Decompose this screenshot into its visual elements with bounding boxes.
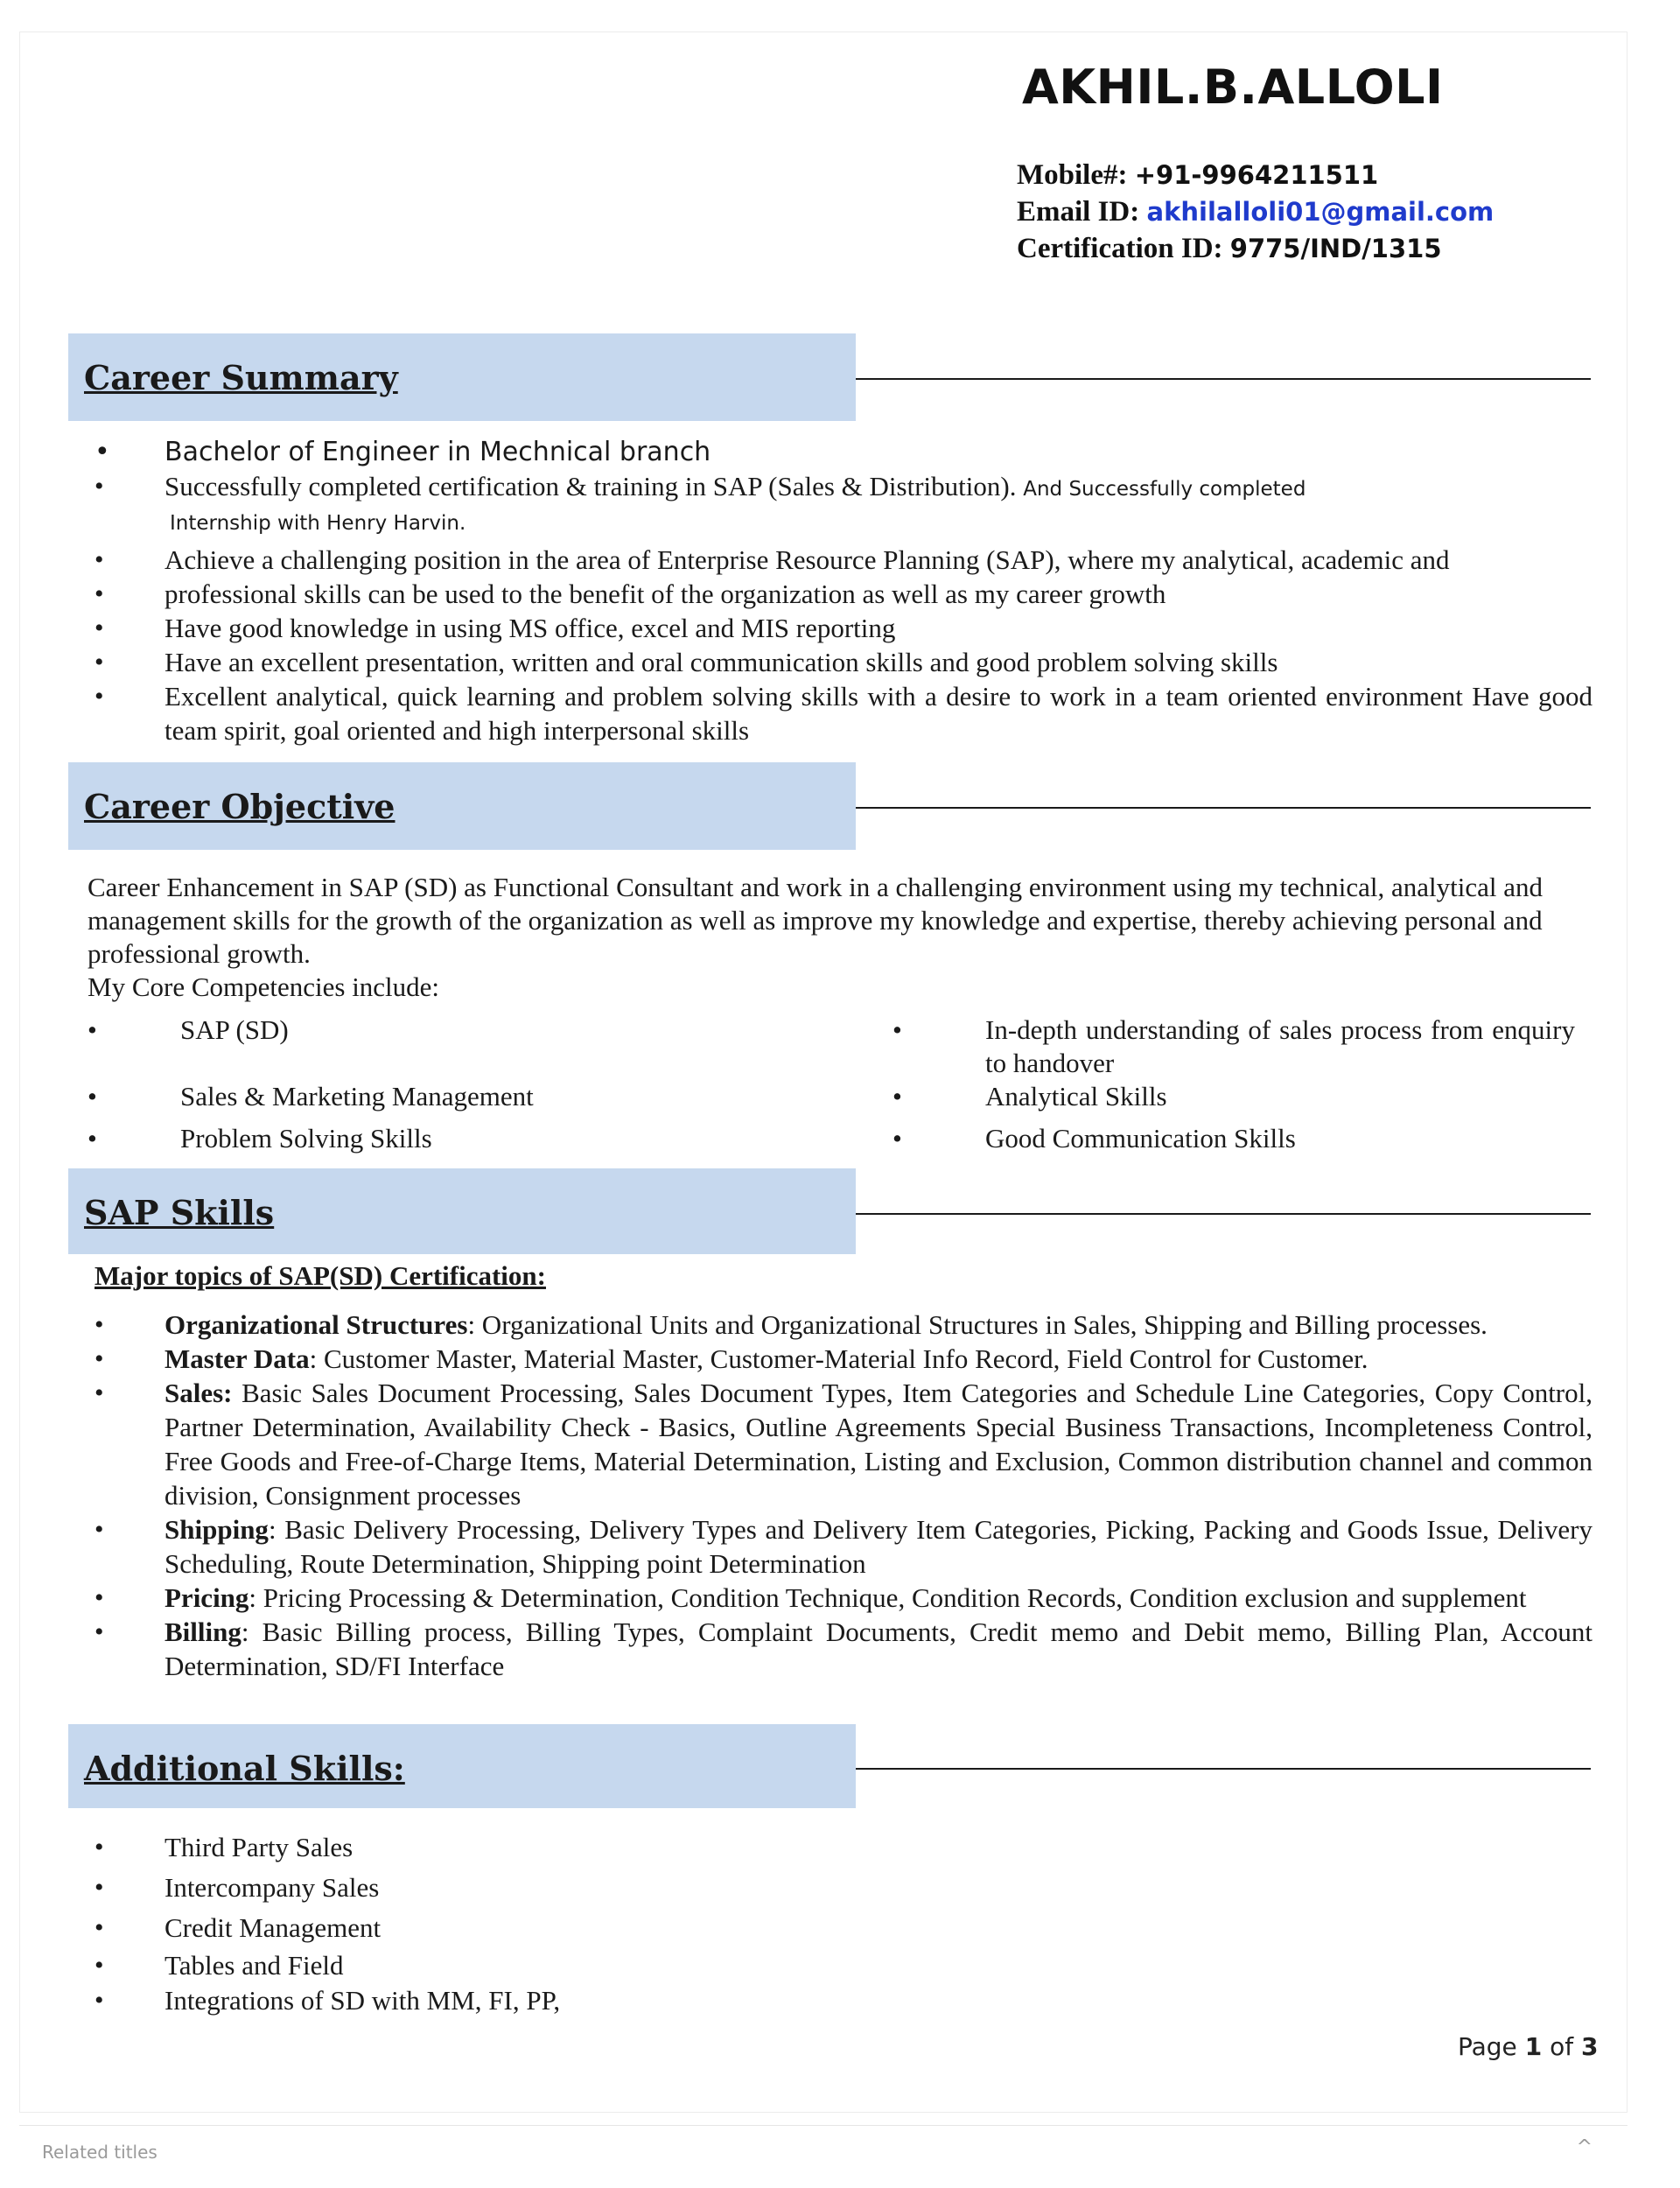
list-item: • Good Communication Skills bbox=[892, 1123, 1296, 1154]
list-item: • In-depth understanding of sales process from enquiry to handover bbox=[892, 1014, 1575, 1078]
core-competencies-intro: My Core Competencies include: bbox=[88, 971, 440, 1002]
list-item: • Third Party Sales bbox=[94, 1832, 354, 1862]
list-item: • Achieve a challenging position in the area of Enterprise Resource Planning (SAP), where my analytical, academic and bbox=[94, 544, 1450, 575]
list-item: • Sales & Marketing Management bbox=[88, 1081, 534, 1112]
list-item: • Have an excellent presentation, written and oral communication skills and good problem solving skills bbox=[94, 647, 1278, 677]
certification-line: Certification ID: 9775/IND/1315 bbox=[1017, 233, 1442, 264]
section-sap-skills bbox=[68, 1168, 856, 1254]
list-item: • Problem Solving Skills bbox=[88, 1123, 432, 1154]
list-item: • Master Data: Customer Master, Material Master, Customer-Material Info Record, Field Control for Customer. bbox=[94, 1343, 1368, 1374]
page-number: Page 1 of 3 bbox=[1458, 2032, 1599, 2061]
career-summary-list bbox=[88, 434, 1592, 747]
list-item: • Shipping: Basic Delivery Processing, Delivery Types and Delivery Item Categories, Picking, Packing and Goods Issue, Delivery Scheduling, Route Determination, Shipping point Determination bbox=[94, 1514, 1592, 1579]
additional-skills-list bbox=[88, 1827, 1592, 2018]
email-link[interactable]: akhilalloli01@gmail.com bbox=[1146, 197, 1494, 227]
section-career-summary bbox=[68, 333, 856, 421]
list-item: • Excellent analytical, quick learning and problem solving skills with a desire to work in a team oriented environment Have good team spirit, goal oriented and high interpersonal skills bbox=[94, 681, 1592, 746]
list-item: • Intercompany Sales bbox=[94, 1872, 380, 1903]
candidate-name: AKHIL.B.ALLOLI bbox=[1022, 60, 1444, 115]
list-item: • Successfully completed certification & training in SAP (Sales & Distribution). And Successfully completed Internship with Henry Harvin. bbox=[94, 471, 1306, 535]
section-additional-skills bbox=[68, 1724, 856, 1808]
section-rule bbox=[856, 807, 1591, 809]
list-item: • professional skills can be used to the benefit of the organization as well as my career growth bbox=[94, 579, 1166, 609]
list-item: • SAP (SD) bbox=[88, 1014, 289, 1045]
list-item: • Pricing: Pricing Processing & Determination, Condition Technique, Condition Records, Condition exclusion and supplement bbox=[94, 1582, 1527, 1613]
list-item: • Organizational Structures: Organizational Units and Organizational Structures in Sales, Shipping and Billing processes. bbox=[94, 1309, 1488, 1340]
section-rule bbox=[856, 378, 1591, 380]
list-item: • Sales: Basic Sales Document Processing, Sales Document Types, Item Categories and Schedule Line Categories, Copy Control, Partner Determination, Availability Check - Basics, Outline Agreements Special Business Transactions, Incompleteness Control, Free Goods and Free-of-Charge Items, Material Determination, Listing and Exclusion, Common distribution channel and common division, Consignment processes bbox=[94, 1378, 1592, 1511]
list-item: • Tables and Field bbox=[94, 1950, 344, 1981]
objective-paragraph: Career Enhancement in SAP (SD) as Functional Consultant and work in a challenging environment using my technical, analytical and management skills for the growth of the organization as well as improve my knowledge and expertise, thereby achieving personal and professional growth. My Core Competencies include: bbox=[88, 871, 1575, 1004]
section-title: Career Summary bbox=[84, 358, 398, 397]
list-item: • Have good knowledge in using MS office, excel and MIS reporting bbox=[94, 613, 896, 643]
resume-header bbox=[999, 60, 1629, 267]
sap-skills-list bbox=[88, 1308, 1592, 1683]
section-career-objective bbox=[68, 762, 856, 850]
section-title: SAP Skills bbox=[84, 1193, 275, 1232]
list-item: • Credit Management bbox=[94, 1912, 382, 1943]
mobile-line: Mobile#: +91-9964211511 bbox=[1017, 159, 1379, 191]
related-titles-bar[interactable] bbox=[19, 2125, 1628, 2178]
email-line: Email ID: akhilalloli01@gmail.com bbox=[1017, 196, 1494, 228]
list-item: • Analytical Skills bbox=[892, 1081, 1167, 1112]
section-title: Additional Skills: bbox=[84, 1749, 405, 1788]
chevron-up-icon[interactable]: ^ bbox=[1576, 2136, 1592, 2158]
section-title: Career Objective bbox=[84, 787, 396, 826]
list-item: • Billing: Basic Billing process, Billing Types, Complaint Documents, Credit memo and Debit memo, Billing Plan, Account Determination, SD/FI Interface bbox=[94, 1616, 1592, 1681]
section-rule bbox=[856, 1213, 1591, 1215]
contact-block bbox=[1017, 157, 1629, 267]
list-item: • Integrations of SD with MM, FI, PP, bbox=[94, 1985, 561, 2016]
list-item: • Bachelor of Engineer in Mechnical branch bbox=[94, 437, 711, 467]
sap-subheading: Major topics of SAP(SD) Certification: bbox=[94, 1260, 546, 1291]
related-titles-label: Related titles bbox=[42, 2142, 158, 2163]
section-rule bbox=[856, 1768, 1591, 1770]
